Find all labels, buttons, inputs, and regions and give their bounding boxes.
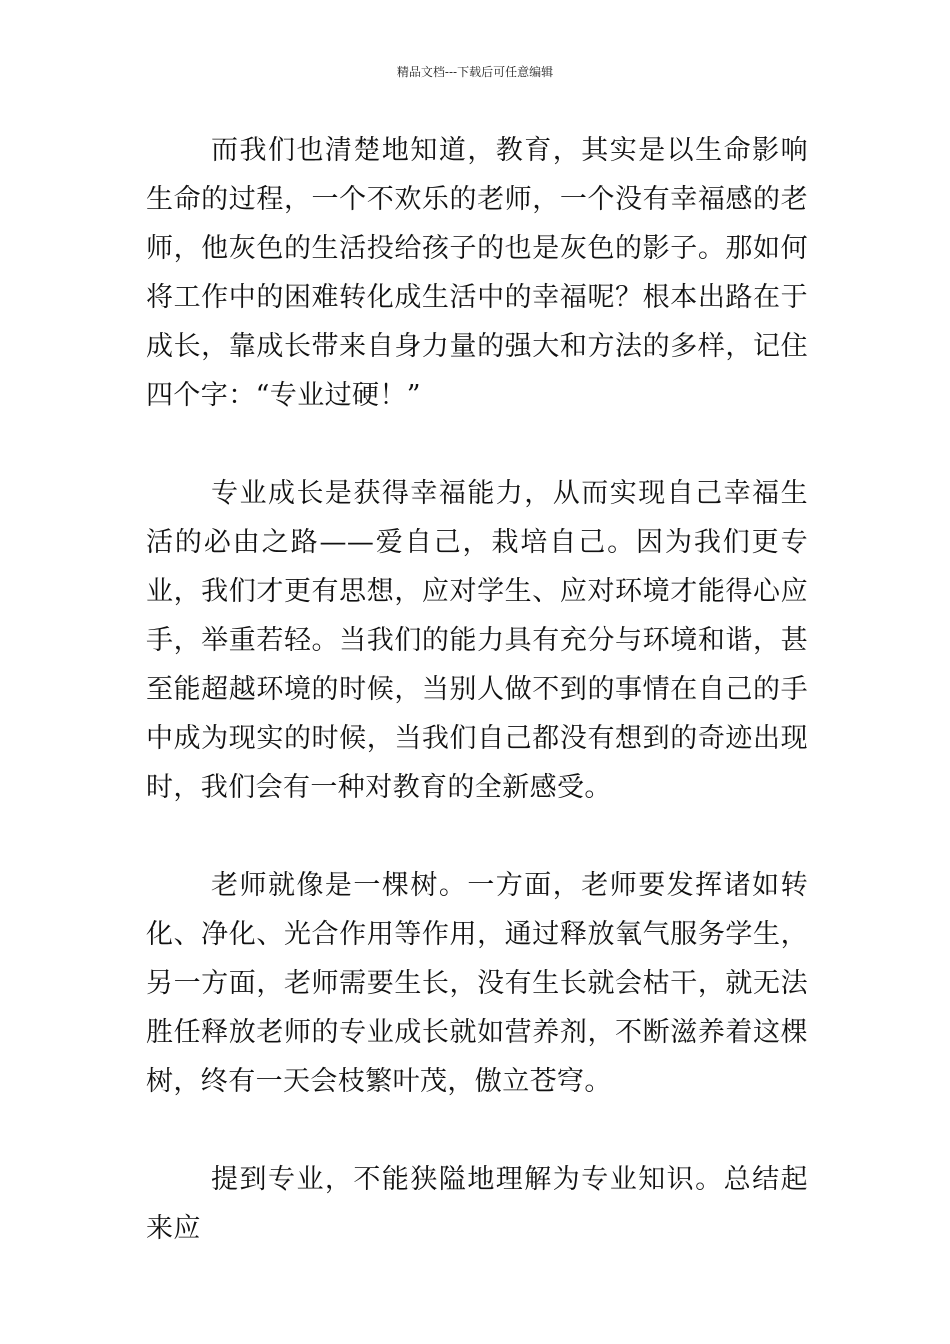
paragraph-professional-meaning: 提到专业，不能狭隘地理解为专业知识。总结起来应 bbox=[146, 1164, 808, 1244]
document-body bbox=[146, 126, 808, 1253]
paragraph-teacher-tree: 老师就像是一棵树。一方面，老师要发挥诸如转化、净化、光合作用等作用，通过释放氧气服务学生，另一方面，老师需要生长，没有生长就会枯干，就无法胜任释放老师的专业成长就如营养剂，不断滋养着这棵树，终有一天会枝繁叶茂，傲立苍穹。 bbox=[146, 870, 808, 1097]
paragraph-professional-growth: 专业成长是获得幸福能力，从而实现自己幸福生活的必由之路——爱自己，栽培自己。因为我们更专业，我们才更有思想，应对学生、应对环境才能得心应手，举重若轻。当我们的能力具有充分与环境和谐，甚至能超越环境的时候，当别人做不到的事情在自己的手中成为现实的时候，当我们自己都没有想到的奇迹出现时，我们会有一种对教育的全新感受。 bbox=[146, 478, 808, 803]
paragraph-growth-happiness: 而我们也清楚地知道，教育，其实是以生命影响生命的过程，一个不欢乐的老师，一个没有幸福感的老师，他灰色的生活投给孩子的也是灰色的影子。那如何将工作中的困难转化成生活中的幸福呢？根本出路在于成长，靠成长带来自身力量的强大和方法的多样，记住四个字：“专业过硬！” bbox=[146, 135, 808, 411]
page-header: 精品文档---下载后可任意编辑 bbox=[396, 65, 554, 79]
